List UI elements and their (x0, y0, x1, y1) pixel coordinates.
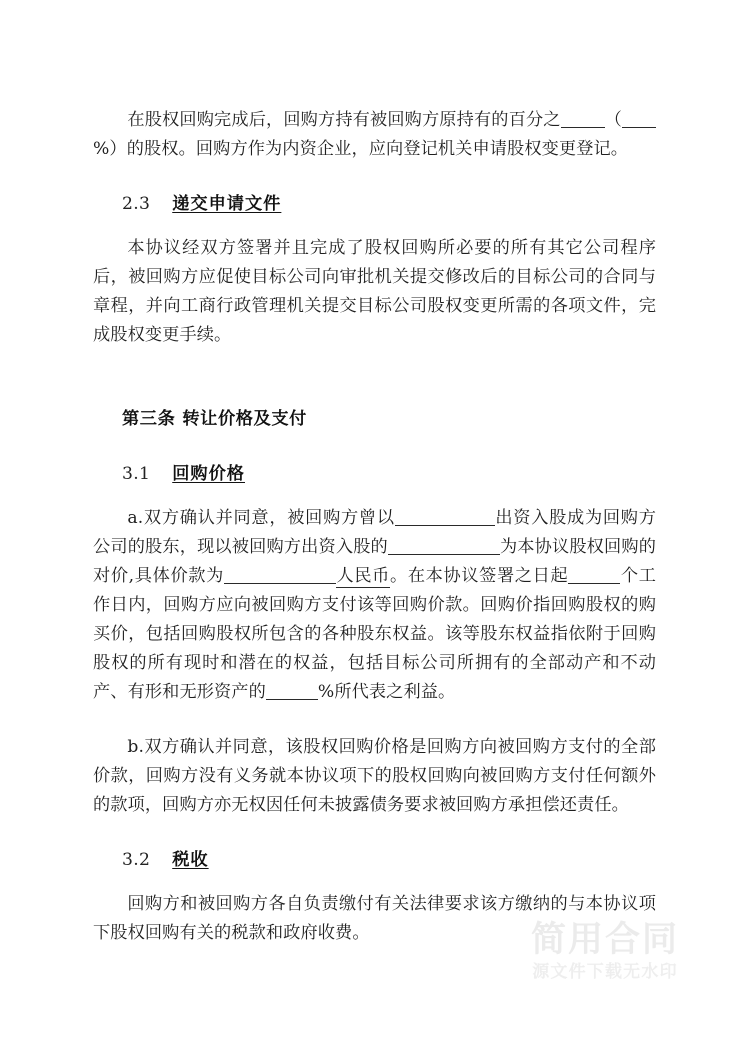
fill-blank-price-amount[interactable] (224, 568, 336, 584)
paragraph-2-3-body: 本协议经双方签署并且完成了股权回购所必要的所有其它公司程序后，被回购方应促使目标公司向审批机关提交修改后的目标公司的合同与章程，并向工商行政管理机关提交目标公司股权变更所需的各项文件，完成股权变更手续。 (93, 238, 656, 345)
watermark-subtitle: 源文件下载无水印 (532, 962, 678, 983)
paragraph-text-lead: 在股权回购完成后，回购方持有被回购方原持有的百分之 (127, 110, 561, 130)
clause-a-seg2: 出资入股成为回购方公司的股东，现以被回购方出资入股的 (93, 508, 657, 557)
spacer (93, 350, 656, 405)
clause-a-seg3: 为本协议股权回购的对价,具体价款为 (93, 537, 657, 586)
fill-blank-consideration[interactable] (388, 539, 500, 555)
clause-a-seg1: a.双方确认并同意，被回购方曾以 (127, 508, 395, 528)
section-number-3-2: 3.2 (122, 850, 151, 870)
fill-blank-asset-percent[interactable] (266, 684, 318, 700)
fill-blank-working-days[interactable] (568, 568, 620, 584)
spacer (93, 820, 656, 846)
clause-a-seg6: 个工作日内，回购方应向被回购方支付该等回购价款。回购价指回购股权的购买价，包括回购股权所包含的各种股东权益。该等股东权益指依附于回购股权的所有现时和潜在的权益，包括目标公司所拥有的全部动产和不动产、有形和无形资产的 (93, 566, 656, 702)
spacer (93, 875, 656, 890)
fill-blank-percent-words[interactable] (561, 112, 605, 128)
spacer (93, 434, 656, 460)
clause-a-seg7: %所代表之利益。 (317, 682, 456, 702)
article-number-3: 第三条 (122, 409, 176, 429)
section-title-2-3: 递交申请文件 (172, 194, 282, 214)
clause-a-currency: 人民币 (335, 566, 390, 586)
fill-blank-percent-number[interactable] (622, 112, 656, 128)
paragraph-text-tail: %）的股权。回购方作为内资企业，应向登记机关申请股权变更登记。 (93, 139, 629, 159)
spacer (93, 219, 656, 234)
paragraph-3-1-b: b.双方确认并同意，该股权回购价格是回购方向被回购方支付的全部价款，回购方没有义务就本协议项下的股权回购向被回购方支付任何额外的款项，回购方亦无权因任何未披露债务要求被回购方承担偿还责任。 (93, 737, 656, 815)
article-heading-3 (93, 405, 656, 434)
section-heading-3-1 (93, 460, 656, 489)
document-content (93, 106, 656, 948)
section-title-3-1: 回购价格 (172, 464, 245, 484)
fill-blank-contribution-amount[interactable] (395, 510, 495, 526)
spacer (93, 707, 656, 733)
section-heading-2-3 (93, 190, 656, 219)
watermark-brand: 简用合同 (530, 920, 679, 960)
section-number-2-3: 2.3 (122, 194, 151, 214)
article-title-3: 转让价格及支付 (182, 409, 307, 429)
section-number-3-1: 3.1 (122, 464, 151, 484)
paragraph-buyback-completion (93, 106, 656, 164)
section-title-3-2: 税收 (172, 850, 209, 870)
clause-a-seg5: 。在本协议签署之日起 (389, 566, 569, 586)
paragraph-3-1-a (93, 504, 656, 707)
paragraph-3-2-body: 回购方和被回购方各自负责缴付有关法律要求该方缴纳的与本协议项下股权回购有关的税款和政府收费。 (93, 894, 656, 943)
spacer (93, 164, 656, 190)
spacer (93, 489, 656, 504)
paragraph-text-mid: （ (604, 110, 622, 130)
section-heading-3-2 (93, 846, 656, 875)
